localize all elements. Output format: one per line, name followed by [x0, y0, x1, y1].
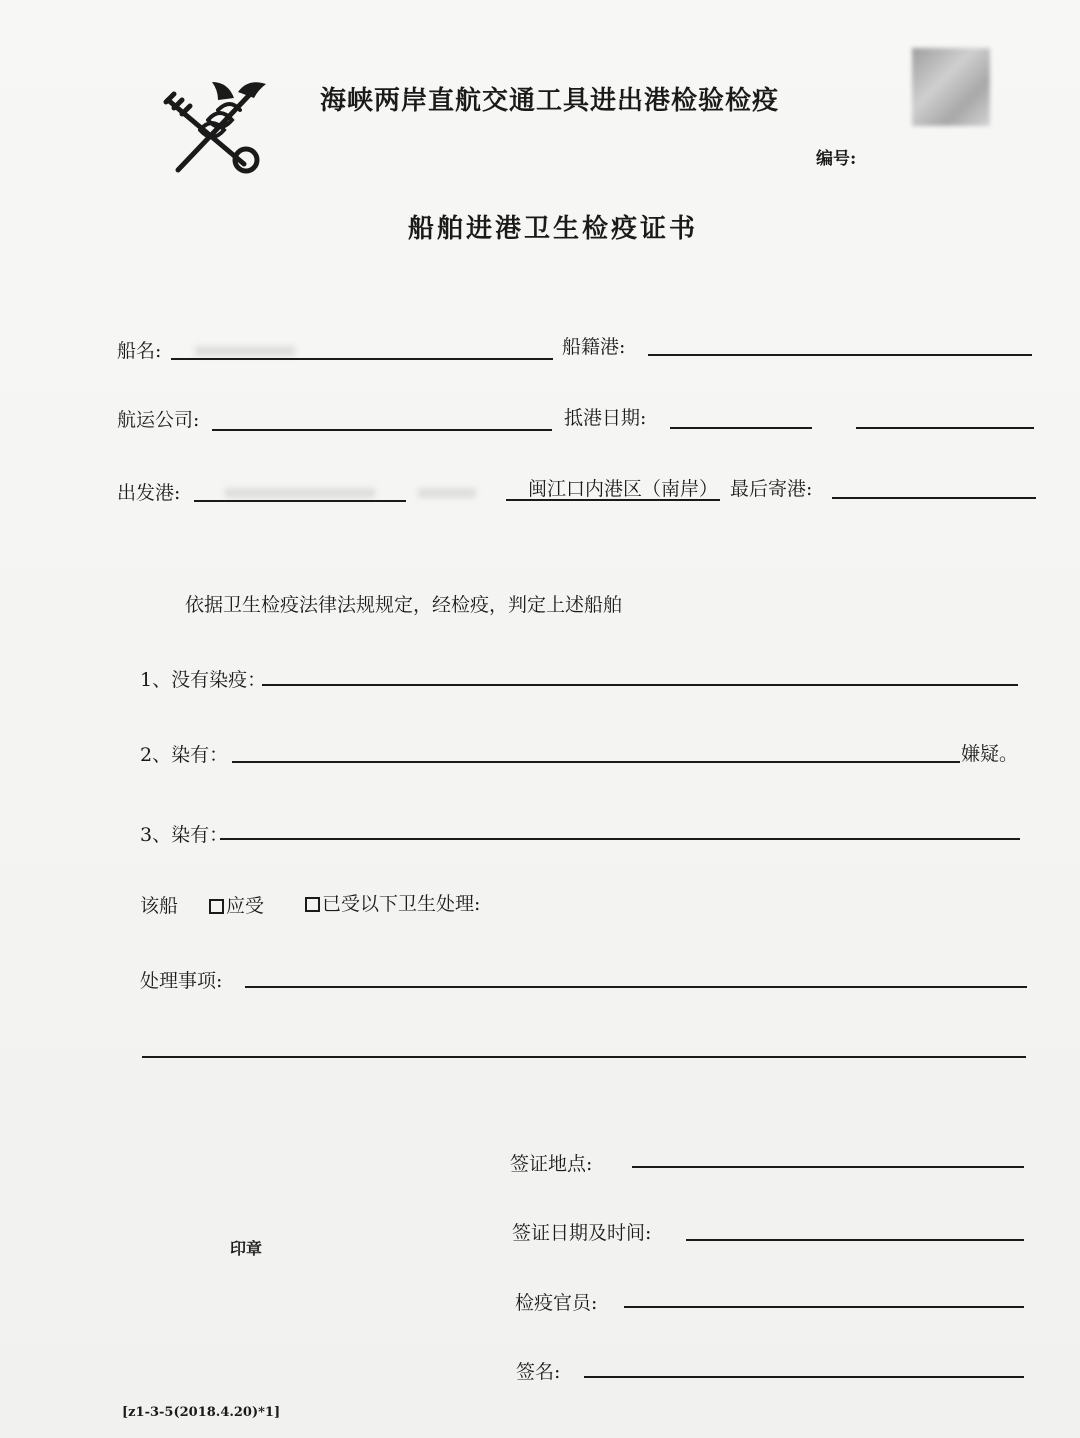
departure-port-redacted-2 [418, 488, 476, 498]
form-code: [z1-3-5(2018.4.20)*1] [122, 1405, 281, 1420]
sign-field[interactable] [584, 1376, 1024, 1378]
treatment-matters-label: 处理事项: [140, 970, 223, 992]
ship-name-label: 船名: [117, 340, 162, 362]
treatment-subject: 该船 [140, 895, 179, 917]
item2-suffix: 嫌疑。 [961, 743, 1019, 765]
item2-label: 2、染有： [140, 744, 229, 766]
certificate-title: 船舶进港卫生检疫证书 [408, 214, 699, 244]
arrival-time-field[interactable] [856, 427, 1034, 429]
last-port-value: 闽江口内港区（南岸） [528, 478, 719, 500]
item2-field[interactable] [232, 761, 960, 763]
shipping-company-label: 航运公司: [117, 409, 200, 431]
visa-place-label: 签证地点: [510, 1153, 593, 1175]
ship-name-field[interactable] [171, 358, 553, 360]
option-received-label: 已受以下卫生处理: [322, 893, 481, 915]
customs-emblem-icon [160, 78, 272, 176]
agency-title: 海峡两岸直航交通工具进出港检验检疫 [320, 86, 780, 116]
visa-datetime-label: 签证日期及时间: [512, 1222, 652, 1244]
treatment-matters-field[interactable] [245, 986, 1027, 988]
checkbox-should-treat[interactable] [209, 899, 224, 914]
visa-datetime-field[interactable] [686, 1239, 1024, 1241]
visa-place-field[interactable] [632, 1166, 1024, 1168]
arrival-date-label: 抵港日期: [564, 407, 647, 429]
item3-field[interactable] [220, 838, 1020, 840]
redacted-qr-code [912, 48, 990, 126]
sign-label: 签名: [516, 1361, 561, 1383]
serial-number-label: 编号: [816, 149, 857, 169]
option-received-treat[interactable] [305, 889, 480, 916]
ship-name-redacted [195, 346, 295, 356]
item1-field[interactable] [262, 684, 1018, 686]
registry-port-label: 船籍港: [562, 336, 626, 358]
registry-port-field[interactable] [648, 354, 1032, 356]
item3-label: 3、染有： [140, 824, 229, 846]
seal-label: 印章 [230, 1239, 263, 1258]
treatment-matters-field-2[interactable] [142, 1056, 1026, 1058]
last-port-label: 最后寄港: [730, 478, 813, 500]
officer-field[interactable] [624, 1306, 1024, 1308]
departure-port-redacted [225, 488, 375, 498]
departure-port-label: 出发港: [117, 482, 181, 504]
option-should-treat[interactable] [209, 891, 264, 918]
checkbox-received-treat[interactable] [305, 897, 320, 912]
officer-label: 检疫官员: [515, 1292, 598, 1314]
last-port-value-underline [506, 499, 720, 501]
departure-port-field[interactable] [194, 500, 406, 502]
arrival-date-field[interactable] [670, 427, 812, 429]
item1-label: 1、没有染疫： [140, 669, 267, 691]
judgement-intro: 依据卫生检疫法律法规规定，经检疫，判定上述船舶 [185, 594, 623, 616]
shipping-company-field[interactable] [212, 429, 552, 431]
option-should-label: 应受 [226, 895, 265, 917]
last-port-field[interactable] [832, 497, 1036, 499]
